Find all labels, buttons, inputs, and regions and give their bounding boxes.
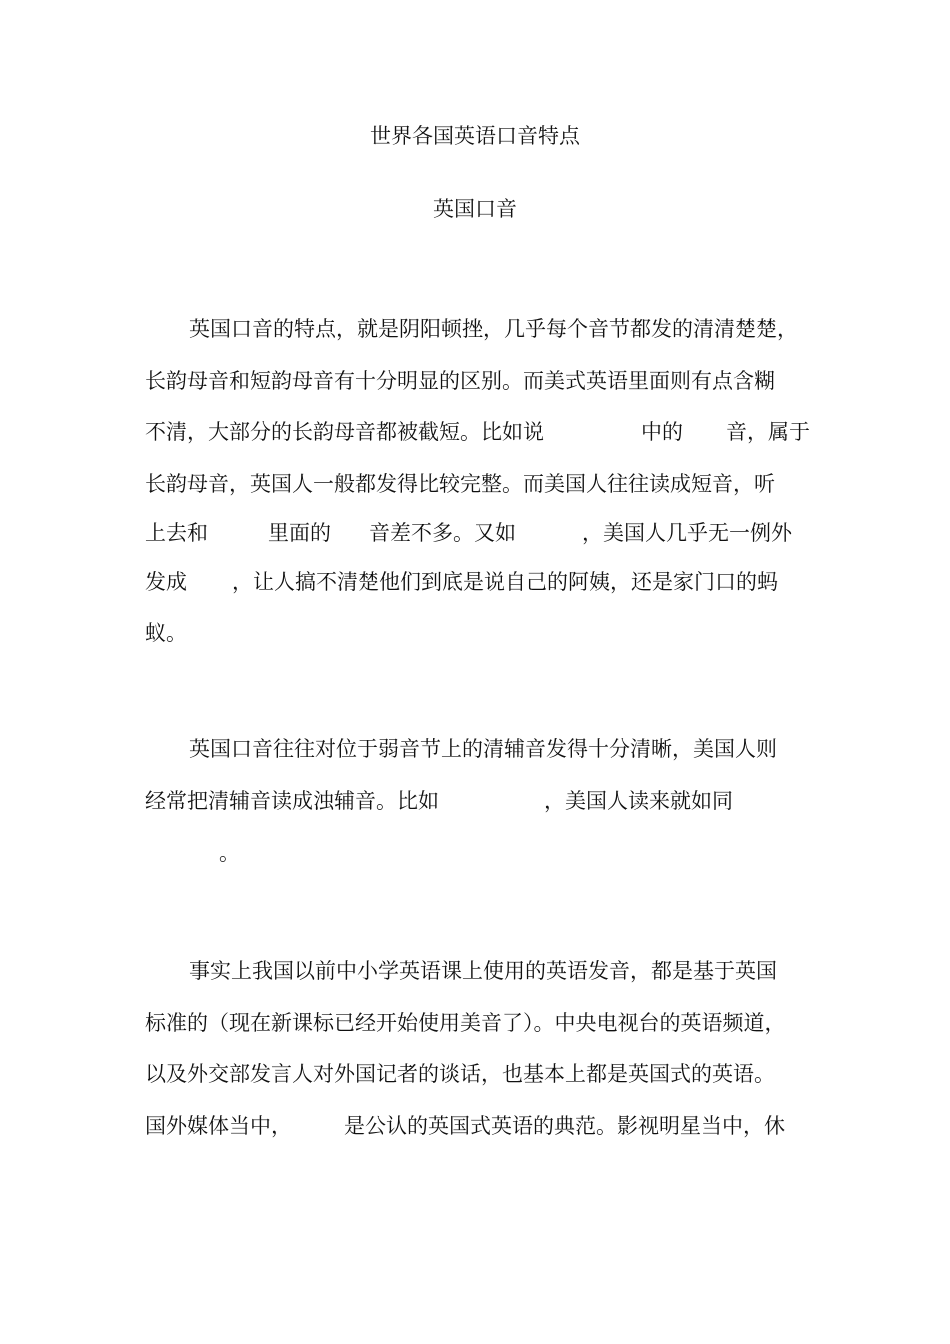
text-segment: 是公认的英国式英语的典范。影视明星当中，休 <box>344 1114 785 1138</box>
text-segment: 国外媒体当中， <box>145 1114 292 1138</box>
section-heading-british-accent: 英国口音 <box>433 197 517 221</box>
paragraph-line: 蚁。 <box>145 621 187 645</box>
paragraph-line: 。 <box>219 841 240 865</box>
text-segment: ，美国人几乎无一例外 <box>582 521 792 545</box>
text-segment: ，让人搞不清楚他们到底是说自己的阿姨，还是家门口的蚂 <box>232 570 778 594</box>
paragraph-line: 长韵母音，英国人一般都发得比较完整。而美国人往往读成短音，听 <box>145 472 775 496</box>
text-segment: 不清，大部分的长韵母音都被截短。比如说 <box>145 420 544 444</box>
paragraph-line: 标准的（现在新课标已经开始使用美音了）。中央电视台的英语频道， <box>145 1011 786 1035</box>
text-segment: 里面的 <box>268 521 331 545</box>
text-segment: 上去和 <box>145 521 208 545</box>
paragraph-line: 事实上我国以前中小学英语课上使用的英语发音，都是基于英国 <box>189 959 777 983</box>
document-title: 世界各国英语口音特点 <box>370 124 580 148</box>
text-segment: 发成 <box>145 570 187 594</box>
text-segment: 中的 <box>641 420 683 444</box>
text-segment: ，美国人读来就如同 <box>544 789 733 813</box>
text-segment: 音差不多。又如 <box>369 521 516 545</box>
text-segment: 音，属于 <box>726 420 810 444</box>
paragraph-line: 以及外交部发言人对外国记者的谈话，也基本上都是英国式的英语。 <box>145 1062 775 1086</box>
paragraph-line: 英国口音的特点，就是阴阳顿挫，几乎每个音节都发的清清楚楚， <box>189 317 798 341</box>
text-segment: 经常把清辅音读成浊辅音。比如 <box>145 789 439 813</box>
paragraph-line: 英国口音往往对位于弱音节上的清辅音发得十分清晰，美国人则 <box>189 737 777 761</box>
paragraph-line: 长韵母音和短韵母音有十分明显的区别。而美式英语里面则有点含糊 <box>145 369 775 393</box>
